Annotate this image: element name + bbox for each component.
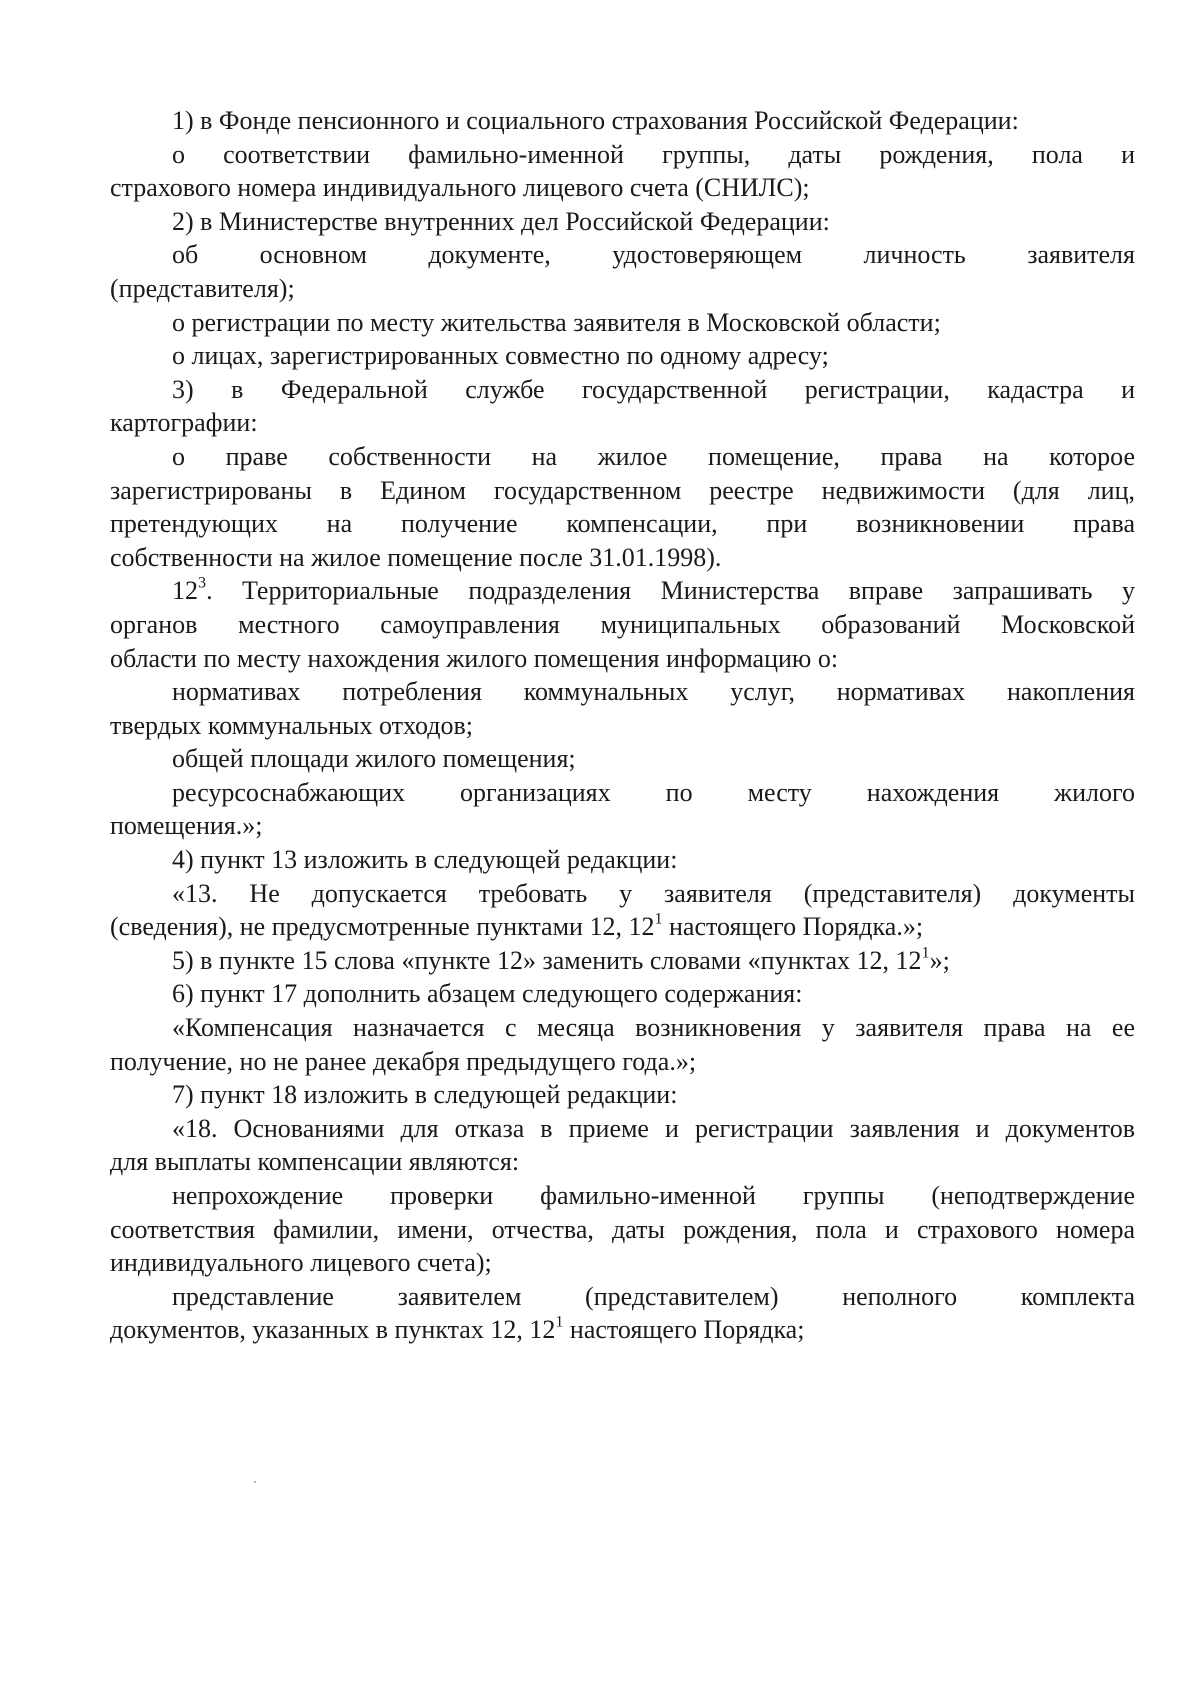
superscript-index: 1	[921, 944, 930, 962]
text-line: 3) в Федеральной службе государственной регистрации, кадастра и	[172, 374, 1135, 404]
text-line: $12^3$. Территориальные подразделения Министерства вправе запрашивать у	[172, 575, 1135, 606]
superscript-index: 3	[198, 575, 207, 593]
text-line: 7) пункт 18 изложить в следующей редакции:	[172, 1080, 678, 1110]
superscript-index: 1	[654, 910, 663, 928]
text-line: 2) в Министерстве внутренних дел Российской Федерации:	[172, 206, 830, 236]
text-line: получение, но не ранее декабря предыдущего года.»;	[110, 1046, 697, 1076]
superscript-index: 1	[555, 1314, 564, 1332]
text-line: (представителя);	[110, 273, 295, 303]
text-line: «18. Основаниями для отказа в приеме и регистрации заявления и документов	[172, 1113, 1135, 1143]
paragraph	[110, 843, 1135, 877]
paragraph	[110, 977, 1135, 1011]
paragraph	[110, 440, 1135, 574]
text-line: 5) в пункте 15 слова «пункте 12» заменить словами «пунктах 12, $12^1$»;	[172, 944, 950, 975]
document-body	[110, 104, 1135, 1347]
text-line: нормативах потребления коммунальных услуг, нормативах накопления	[172, 677, 1135, 707]
text-line: об основном документе, удостоверяющем личность заявителя	[172, 240, 1135, 270]
paragraph	[110, 944, 1135, 978]
text-line: 1) в Фонде пенсионного и социального страхования Российской Федерации:	[172, 106, 1019, 135]
paragraph	[110, 138, 1135, 205]
paragraph	[110, 104, 1135, 138]
text-line: общей площади жилого помещения;	[172, 744, 576, 774]
paragraph	[110, 776, 1135, 843]
paragraph	[110, 1011, 1135, 1078]
paragraph	[110, 574, 1135, 675]
text-line: 4) пункт 13 изложить в следующей редакции:	[172, 845, 678, 875]
text-line: области по месту нахождения жилого помещения информацию о:	[110, 643, 839, 673]
text-line: (сведения), не предусмотренные пунктами 12, $12^1$ настоящего Порядка.»;	[110, 910, 924, 942]
paragraph	[110, 238, 1135, 305]
paragraph	[110, 205, 1135, 239]
paragraph	[110, 1112, 1135, 1179]
text-line: о лицах, зарегистрированных совместно по одному адресу;	[172, 341, 829, 371]
paragraph	[110, 1280, 1135, 1347]
text-line: «13. Не допускается требовать у заявителя (представителя) документы	[172, 878, 1135, 908]
text-line: соответствия фамилии, имени, отчества, даты рождения, пола и страхового номера	[110, 1214, 1135, 1244]
paragraph	[110, 675, 1135, 742]
scan-speck	[254, 1481, 256, 1483]
text-line: индивидуального лицевого счета);	[110, 1248, 492, 1278]
text-line: ресурсоснабжающих организациях по месту нахождения жилого	[172, 777, 1135, 807]
text-line: органов местного самоуправления муниципальных образований Московской	[110, 609, 1135, 639]
text-line: зарегистрированы в Едином государственном реестре недвижимости (для лиц,	[110, 475, 1135, 505]
paragraph	[110, 306, 1135, 340]
text-line: 6) пункт 17 дополнить абзацем следующего содержания:	[172, 979, 803, 1009]
paragraph	[110, 1179, 1135, 1280]
paragraph	[110, 1078, 1135, 1112]
paragraph	[110, 742, 1135, 776]
paragraph	[110, 339, 1135, 373]
text-line: о праве собственности на жилое помещение, права на которое	[172, 441, 1135, 471]
text-line: представление заявителем (представителем) неполного комплекта	[172, 1281, 1135, 1311]
text-line: о соответствии фамильно-именной группы, даты рождения, пола и	[172, 139, 1135, 169]
text-line: для выплаты компенсации являются:	[110, 1147, 520, 1177]
text-line: документов, указанных в пунктах 12, $12^1$ настоящего Порядка;	[110, 1314, 805, 1345]
text-line: картографии:	[110, 408, 258, 438]
text-line: помещения.»;	[110, 811, 263, 841]
paragraph	[110, 373, 1135, 440]
text-line: непрохождение проверки фамильно-именной группы (неподтверждение	[172, 1181, 1135, 1210]
text-line: претендующих на получение компенсации, при возникновении права	[110, 509, 1135, 539]
text-line: «Компенсация назначается с месяца возникновения у заявителя права на ее	[172, 1013, 1135, 1043]
text-line: страхового номера индивидуального лицевого счета (СНИЛС);	[110, 173, 810, 203]
text-line: твердых коммунальных отходов;	[110, 710, 474, 740]
text-line: собственности на жилое помещение после 31.01.1998).	[110, 542, 722, 572]
paragraph	[110, 877, 1135, 944]
text-line: о регистрации по месту жительства заявителя в Московской области;	[172, 307, 941, 337]
